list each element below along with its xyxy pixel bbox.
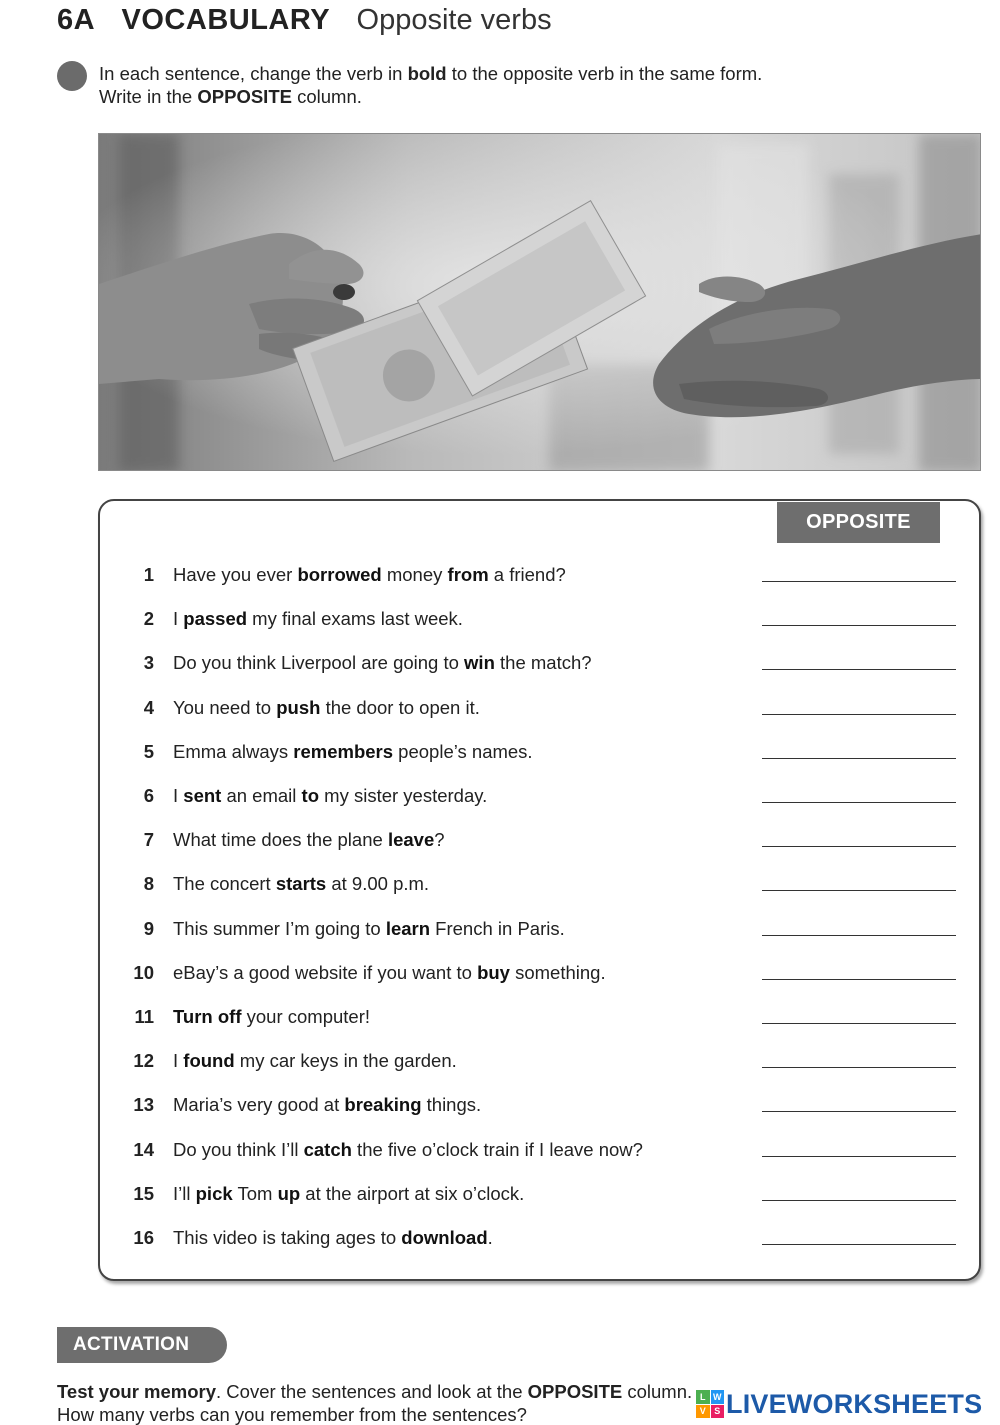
instructions-line-1: In each sentence, change the verb in bold to the opposite verb in the same form. xyxy=(99,63,763,84)
item-number: 3 xyxy=(143,652,154,674)
logo-letter: L xyxy=(696,1390,710,1404)
item-number: 5 xyxy=(143,740,154,762)
opposite-answer-input[interactable] xyxy=(762,758,956,759)
exercise-item xyxy=(0,694,1000,724)
item-number: 4 xyxy=(143,696,154,718)
activation-line-2: How many verbs can you remember from the sentences? xyxy=(57,1404,527,1425)
item-number: 12 xyxy=(133,1050,154,1072)
exercise-item xyxy=(0,561,1000,591)
exercise-item xyxy=(0,605,1000,635)
opposite-answer-input[interactable] xyxy=(762,979,956,980)
activation-label: ACTIVATION xyxy=(57,1327,227,1363)
money-exchange-illustration xyxy=(99,134,981,471)
opposite-answer-input[interactable] xyxy=(762,1200,956,1201)
exercise-bullet-icon xyxy=(57,61,87,91)
item-sentence: This summer I’m going to learn French in Paris. xyxy=(173,917,565,939)
liveworksheets-logo-icon xyxy=(696,1390,724,1418)
item-sentence: Do you think I’ll catch the five o’clock train if I leave now? xyxy=(173,1138,643,1160)
item-sentence: eBay’s a good website if you want to buy something. xyxy=(173,961,606,983)
item-number: 16 xyxy=(133,1227,154,1248)
opposite-answer-input[interactable] xyxy=(762,802,956,803)
exercise-item xyxy=(0,870,1000,900)
item-sentence: I sent an email to my sister yesterday. xyxy=(173,785,488,806)
exercise-item xyxy=(0,782,1000,812)
section-title: VOCABULARY xyxy=(121,4,331,36)
logo-letter: S xyxy=(711,1405,725,1419)
item-number: 14 xyxy=(133,1138,154,1160)
page-header xyxy=(57,4,552,42)
exercise-item xyxy=(0,915,1000,945)
item-number: 10 xyxy=(133,961,154,983)
item-number: 8 xyxy=(143,873,154,895)
opposite-answer-input[interactable] xyxy=(762,1244,956,1245)
item-number: 13 xyxy=(133,1094,154,1116)
item-number: 2 xyxy=(143,608,154,630)
exercise-item xyxy=(0,649,1000,679)
exercise-item xyxy=(0,1091,1000,1121)
item-sentence: Emma always remembers people’s names. xyxy=(173,740,533,762)
logo-letter: W xyxy=(711,1390,725,1404)
opposite-answer-input[interactable] xyxy=(762,935,956,936)
item-sentence: This video is taking ages to download. xyxy=(173,1227,493,1248)
opposite-answer-input[interactable] xyxy=(762,1156,956,1157)
item-number: 7 xyxy=(143,829,154,851)
item-sentence: I’ll pick Tom up at the airport at six o’clock. xyxy=(173,1182,525,1204)
activation-line-1: Test your memory. Cover the sentences and look at the OPPOSITE column. xyxy=(57,1381,693,1402)
exercise-item xyxy=(0,1047,1000,1077)
opposite-answer-input[interactable] xyxy=(762,890,956,891)
exercise-item xyxy=(0,1136,1000,1166)
item-number: 9 xyxy=(143,917,154,939)
instructions xyxy=(99,62,762,108)
logo-letter: V xyxy=(696,1405,710,1419)
exercise-item xyxy=(0,826,1000,856)
unit-code: 6A xyxy=(57,4,96,36)
exercise-item xyxy=(0,1003,1000,1033)
item-number: 1 xyxy=(143,564,154,585)
opposite-answer-input[interactable] xyxy=(762,581,956,582)
exercise-item xyxy=(0,1180,1000,1210)
opposite-column-label: OPPOSITE xyxy=(777,502,940,543)
item-sentence: Do you think Liverpool are going to win the match? xyxy=(173,652,592,674)
item-sentence: I passed my final exams last week. xyxy=(173,608,463,630)
section-subtitle: Opposite verbs xyxy=(356,4,552,36)
item-number: 6 xyxy=(143,785,154,806)
opposite-answer-input[interactable] xyxy=(762,1067,956,1068)
money-exchange-photo xyxy=(98,133,981,471)
item-number: 15 xyxy=(133,1182,154,1204)
item-sentence: Maria’s very good at breaking things. xyxy=(173,1094,482,1116)
item-number: 11 xyxy=(134,1006,154,1027)
opposite-answer-input[interactable] xyxy=(762,714,956,715)
exercise-item xyxy=(0,959,1000,989)
opposite-answer-input[interactable] xyxy=(762,669,956,670)
opposite-answer-input[interactable] xyxy=(762,1023,956,1024)
item-sentence: You need to push the door to open it. xyxy=(173,696,480,718)
activation-instructions xyxy=(57,1380,692,1425)
item-sentence: The concert starts at 9.00 p.m. xyxy=(173,873,430,895)
exercise-item xyxy=(0,1224,1000,1254)
liveworksheets-name: LIVEWORKSHEETS xyxy=(726,1388,983,1419)
item-sentence: Turn off your computer! xyxy=(173,1006,371,1027)
opposite-answer-input[interactable] xyxy=(762,1111,956,1112)
opposite-answer-input[interactable] xyxy=(762,625,956,626)
item-sentence: I found my car keys in the garden. xyxy=(173,1050,457,1072)
instructions-line-2: Write in the OPPOSITE column. xyxy=(99,86,362,107)
item-sentence: Have you ever borrowed money from a friend? xyxy=(173,564,566,585)
item-sentence: What time does the plane leave? xyxy=(173,829,445,851)
exercise-item xyxy=(0,738,1000,768)
liveworksheets-logo[interactable] xyxy=(696,1386,982,1422)
opposite-answer-input[interactable] xyxy=(762,846,956,847)
